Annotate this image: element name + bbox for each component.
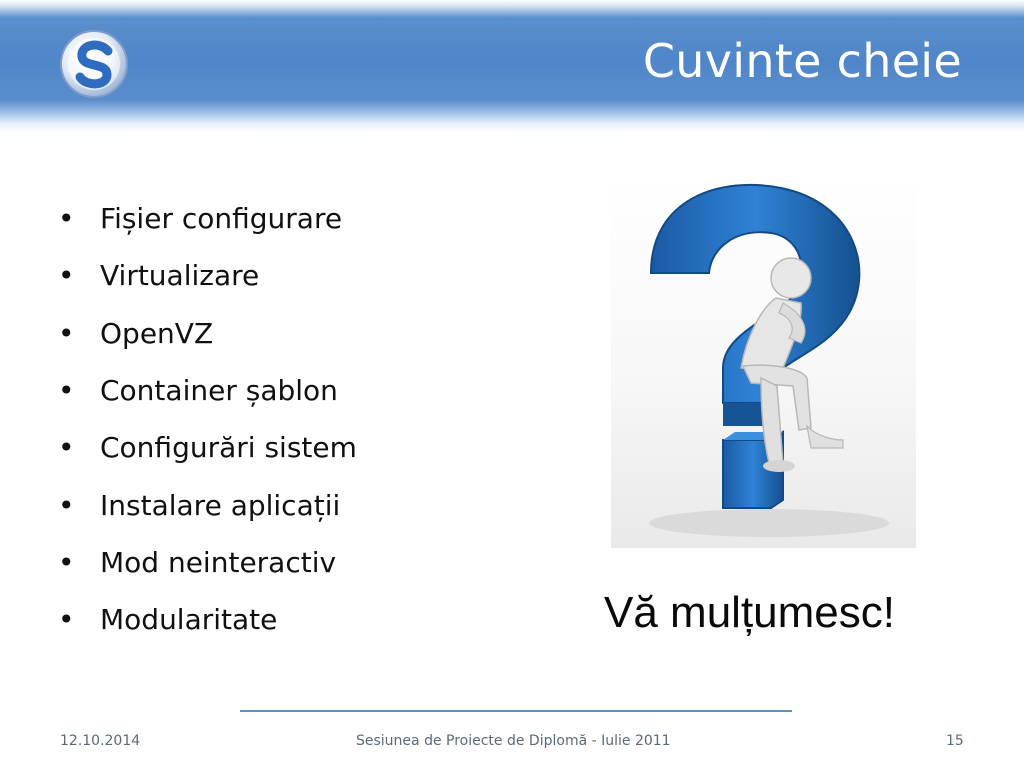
bullet-text: Configurări sistem [100, 431, 357, 465]
footer-divider [240, 710, 792, 712]
slide-number: 15 [946, 733, 964, 749]
bullet-text: Instalare aplicații [100, 488, 341, 522]
bullet-marker: • [58, 603, 75, 637]
bullet-marker: • [58, 316, 75, 350]
list-item [58, 591, 357, 648]
list-item [58, 534, 357, 591]
bullet-marker: • [58, 202, 75, 236]
bullet-text: Virtualizare [100, 259, 260, 293]
slide-title: Cuvinte cheie [642, 34, 962, 88]
footer-date: 12.10.2014 [60, 733, 141, 749]
bullet-marker: • [58, 374, 75, 408]
bullet-text: Modularitate [100, 603, 278, 637]
list-item [58, 476, 357, 533]
list-item [58, 362, 357, 419]
figure-sitting-on-question-mark-icon [611, 178, 916, 548]
list-item [58, 247, 357, 304]
circular-s-logo-icon [56, 24, 136, 104]
bullet-marker: • [58, 488, 75, 522]
bullet-text: Mod neinteractiv [100, 545, 337, 579]
list-item [58, 305, 357, 362]
bullet-marker: • [58, 545, 75, 579]
bullet-text: OpenVZ [100, 316, 214, 350]
bullet-marker: • [58, 259, 75, 293]
keyword-list [58, 190, 357, 648]
thank-you-text: Vă mulțumesc! [604, 588, 895, 637]
list-item [58, 190, 357, 247]
footer-session-text: Sesiunea de Proiecte de Diplomă - Iulie 2011 [356, 733, 671, 749]
slide-header [0, 0, 1024, 132]
list-item [58, 419, 357, 476]
bullet-text: Fișier configurare [100, 202, 343, 236]
bullet-marker: • [58, 431, 75, 465]
bullet-text: Container șablon [100, 374, 338, 408]
